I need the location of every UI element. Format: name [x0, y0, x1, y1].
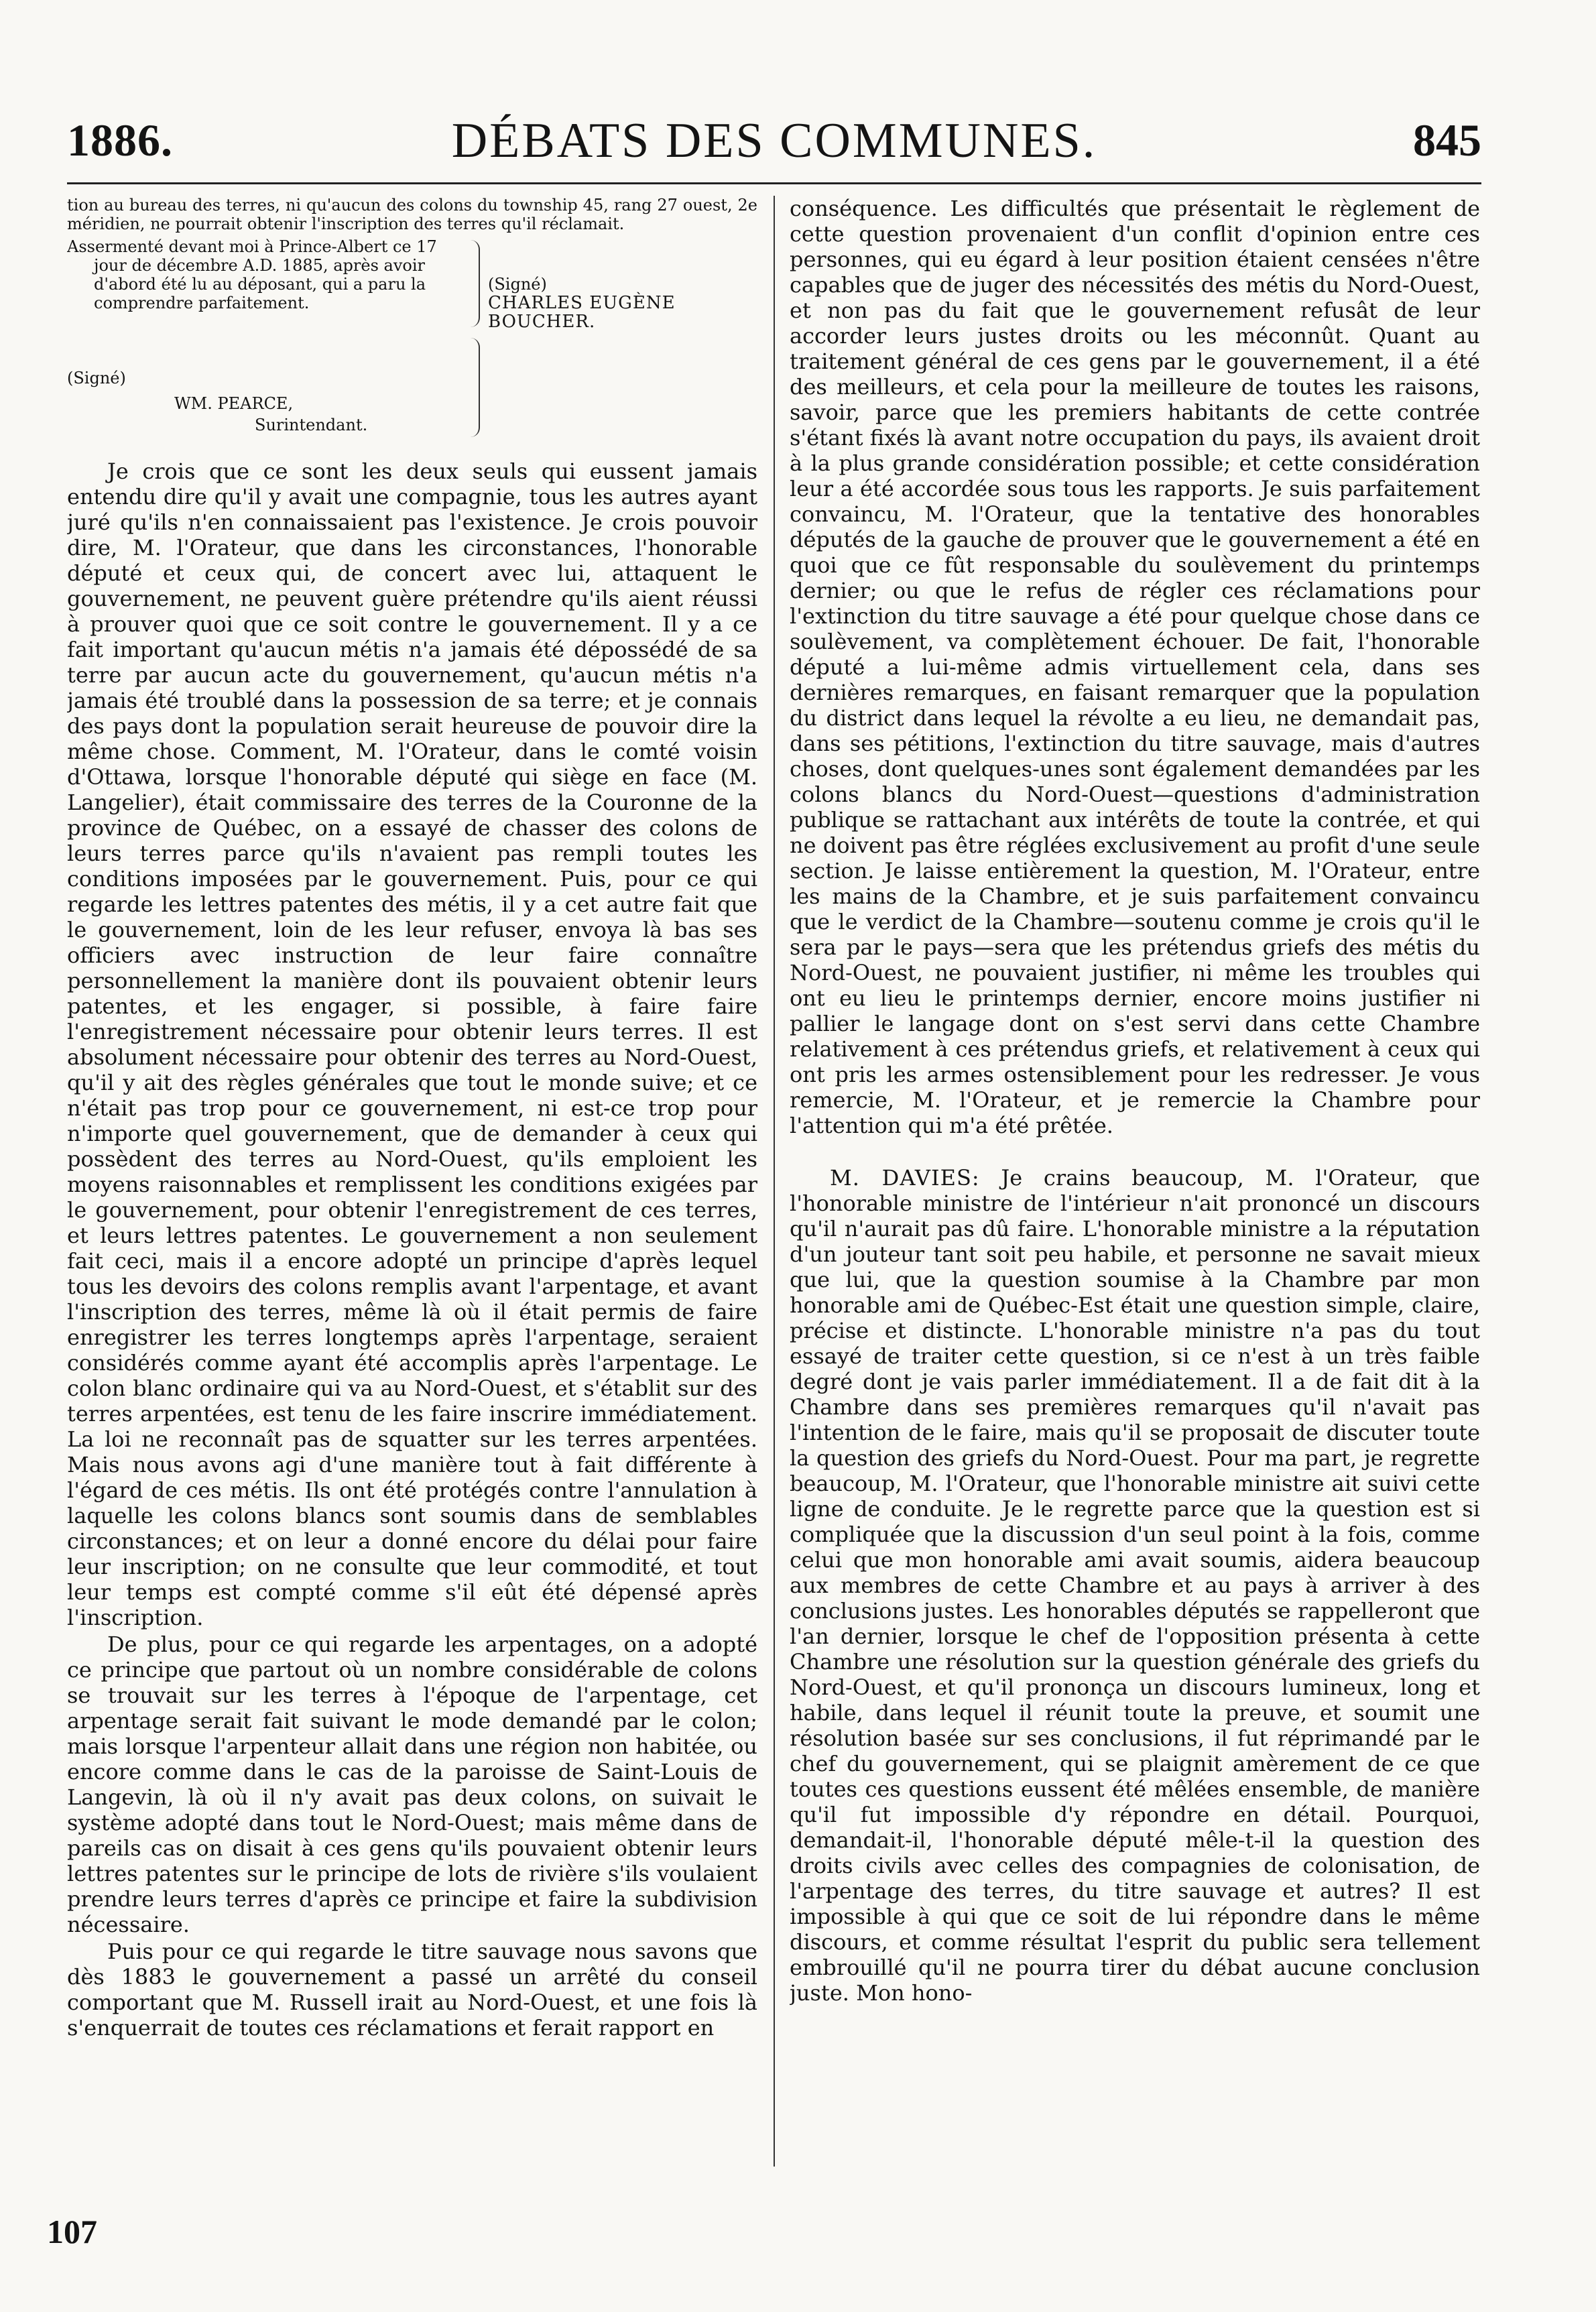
- affidavit-brace-2: [467, 338, 480, 437]
- affidavit-signed-label-2: (Signé): [67, 369, 126, 387]
- header-rule: [67, 182, 1481, 184]
- left-intro-text: tion au bureau des terres, ni qu'aucun des colons du township 45, rang 27 ouest, 2e méridien, ne pourrait obtenir l'inscription des terres qu'il réclamait.: [67, 196, 757, 233]
- header-title: DÉBATS DES COMMUNES.: [451, 113, 1097, 168]
- right-paragraph-1: conséquence. Les difficultés que présentait le règlement de cette question provenaient d'un conflit d'opinion entre ces personnes, qui eu égard à leur position étaient censées n'être capables que de juger des nécessités des métis du Nord-Ouest, et non pas du fait que le gouvernement refusât de leur accorder leurs justes droits ou les méconnût. Quant au traitement général de ces gens par le gouvernement, il a été des meilleurs, et cela pour la meilleure de toutes les raisons, savoir, parce que les premiers habitants de cette contrée s'étant fixés là avant notre occupation du pays, ils avaient droit à la plus grande considération possible; et cette considération leur a été accordée sous tous les rapports. Je suis parfaitement convaincu, M. l'Orateur, que la tentative des honorables députés de la gauche de prouver que le gouvernement a été en quoi que ce fût responsable du soulèvement du printemps dernier; ou que le refus de régler ces réclamations pour l'extinction du titre sauvage a été pour quelque chose dans ce soulèvement, va complètement échouer. De fait, l'honorable député a lui-même admis virtuellement cela, dans ses dernières remarques, en faisant remarquer que la population du district dans lequel la révolte a eu lieu, ne demandait pas, dans ses pétitions, l'extinction du titre sauvage, mais d'autres choses, dont quelques-unes sont également demandées par les colons blancs du Nord-Ouest—questions d'administration publique se rattachant aux intérêts de toute la contrée, et qui ne doivent pas être réglées exclusivement au profit d'une seule section. Je laisse entièrement la question, M. l'Orateur, entre les mains de la Chambre, et je suis parfaitement convaincu que le verdict de la Chambre—soutenu comme je crois qu'il le sera par le pays—sera que les prétendus griefs des métis du Nord-Ouest, ne pouvaient justifier, ni même les troubles qui ont eu lieu le printemps dernier, encore moins justifier ni pallier le langage dont on s'est servi dans cette Chambre relativement à ces prétendus griefs, et relativement à ceux qui ont pris les armes ostensiblement pour les redresser. Je vous remercie, M. l'Orateur, et je remercie la Chambre pour l'attention qui m'a été prêtée.: [790, 196, 1480, 1138]
- affidavit-official-title: Surintendant.: [255, 416, 368, 434]
- affidavit-signed-label: (Signé): [488, 275, 547, 294]
- header-page-number: 845: [1413, 115, 1481, 166]
- speech-text: Je crains beaucoup, M. l'Orateur, que l'honorable ministre de l'intérieur n'ait prononcé un discours qu'il n'aurait pas dû faire. L'honorable ministre a la réputation d'un jouteur tant soit peu habile, et personne ne savait mieux que lui, que la question soumise à la Chambre par mon honorable ami de Québec-Est était une question simple, claire, précise et distincte. L'honorable ministre n'a pas du tout essayé de traiter cette question, si ce n'est à un très faible degré dont je vais parler immédiatement. Il a de fait dit à la Chambre dans ses premières remarques qu'il n'avait pas l'intention de le faire, mais qu'il se proposait de discuter toute la question des griefs du Nord-Ouest. Pour ma part, je regrette beaucoup, M. l'Orateur, que l'honorable ministre ait suivi cette ligne de conduite. Je le regrette parce que la question est si compliquée que la discussion d'un seul point à la fois, comme celui que mon honorable ami avait soumis, aidera beaucoup aux membres de cette Chambre et au pays à arriver à des conclusions justes. Les honorables députés se rappelleront que l'an dernier, lorsque le chef de l'opposition présenta à cette Chambre une résolution sur la question générale des griefs du Nord-Ouest, et qu'il prononça un discours lumineux, long et habile, dans lequel il réunit toute la preuve, et soumit une résolution basée sur ses conclusions, il fut réprimandé par le chef du gouvernement, qui se plaignit amèrement de ce que toutes ces questions eussent été mêlées ensemble, de manière qu'il fut impossible d'y répondre en détail. Pourquoi, demandait-il, l'honorable député mêle-t-il la question des droits civils avec celles des compagnies de colonisation, de l'arpentage des terres, du titre sauvage et autres? Il est impossible à qui que ce soit de lui répondre dans le même discours, et comme résultat l'esprit du public sera tellement embrouillé qu'il ne pourra tirer du débat aucune conclusion juste. Mon hono-: [790, 1165, 1480, 2006]
- header-year: 1886.: [67, 115, 173, 166]
- left-paragraph-3: Puis pour ce qui regarde le titre sauvage nous savons que dès 1883 le gouvernement a passé un arrêté du conseil comportant que M. Russell irait au Nord-Ouest, et une fois là s'enquerrait de toutes ces réclamations et ferait rapport en: [67, 1939, 757, 2041]
- affidavit-brace: [467, 240, 480, 327]
- page: [67, 101, 1481, 2286]
- affidavit-signatory-name: CHARLES EUGÈNE BOUCHER.: [488, 293, 676, 332]
- left-column: [67, 196, 757, 2041]
- affidavit-block: [67, 237, 757, 459]
- right-paragraph-2: [790, 1165, 1480, 2006]
- right-column: [790, 196, 1480, 2006]
- left-paragraph-1: Je crois que ce sont les deux seuls qui eussent jamais entendu dire qu'il y avait une compagnie, tous les autres ayant juré qu'ils n'en connaissaient pas l'existence. Je crois pouvoir dire, M. l'Orateur, que dans les circonstances, l'honorable député et ceux qui, de concert avec lui, attaquent le gouvernement, ne peuvent guère prétendre qu'ils aient réussi à prouver quoi que ce soit contre le gouvernement. Il y a ce fait important qu'aucun métis n'a jamais été dépossédé de sa terre par aucun acte du gouvernement, qu'aucun métis n'a jamais été troublé dans la possession de sa terre; et je connais des pays dont la population serait heureuse de pouvoir dire la même chose. Comment, M. l'Orateur, dans le comté voisin d'Ottawa, lorsque l'honorable député qui siège en face (M. Langelier), était commissaire des terres de la Couronne de la province de Québec, on a essayé de chasser des colons de leurs terres parce qu'ils n'avaient pas rempli toutes les conditions imposées par le gouvernement. Puis, pour ce qui regarde les lettres patentes des métis, il y a cet autre fait que le gouvernement, loin de les leur refuser, envoya là bas ses officiers avec instruction de leur faire connaître personnellement la manière dont ils pouvaient obtenir leurs patentes, et les engager, si possible, à faire faire l'enregistrement nécessaire pour obtenir leurs terres. Il est absolument nécessaire pour obtenir des terres au Nord-Ouest, qu'il y ait des règles générales que tout le monde suive; et ce n'était pas trop pour ce gouvernement, ni est-ce trop pour n'importe quel gouvernement, que de demander à ceux qui possèdent des terres au Nord-Ouest, qu'ils emploient les moyens raisonnables et remplissent les conditions exigées par le gouvernement, pour obtenir l'enregistrement de ces terres, et leurs lettres patentes. Le gouvernement a non seulement fait ceci, mais il a encore adopté un principe d'après lequel tous les devoirs des colons remplis avant l'arpentage, et avant l'inscription des terres, même là où il était permis de faire enregistrer les terres longtemps après l'arpentage, seraient considérés comme ayant été accomplis après l'arpentage. Le colon blanc ordinaire qui va au Nord-Ouest, et s'établit sur des terres arpentées, est tenu de les faire inscrire immédiatement. La loi ne reconnaît pas de squatter sur les terres arpentées. Mais nous avons agi d'une manière tout à fait différente à l'égard de ces métis. Ils ont été protégés contre l'annulation à laquelle les colons blancs sont soumis dans de semblables circonstances; et on leur a donné encore du délai pour faire leur inscription; on ne consulte que leur commodité, et tout leur temps est compté comme s'il eût été dépensé après l'inscription.: [67, 459, 757, 1630]
- left-paragraph-2: De plus, pour ce qui regarde les arpentages, on a adopté ce principe que partout où un nombre considérable de colons se trouvait sur les terres à l'époque de l'arpentage, cet arpentage serait fait suivant le mode demandé par le colon; mais lorsque l'arpenteur allait dans une région non habitée, ou encore comme dans le cas de la paroisse de Saint-Louis de Langevin, là où il n'y avait pas deux colons, on suivait le système adopté dans tout le Nord-Ouest; mais même dans de pareils cas on disait à ces gens qu'ils pouvaient obtenir leurs lettres patentes sur le principe de lots de rivière s'ils voulaient prendre leurs terres d'après ce principe et faire la subdivision nécessaire.: [67, 1632, 757, 1937]
- signature-mark: 107: [47, 2213, 97, 2250]
- affidavit-sworn-text: Assermenté devant moi à Prince-Albert ce 17 jour de décembre A.D. 1885, après avoir d'abord été lu au déposant, qui a paru la comprendre parfaitement.: [67, 237, 437, 312]
- column-divider: [774, 196, 775, 2167]
- running-header: [67, 101, 1481, 174]
- affidavit-official-name: WM. PEARCE,: [174, 394, 294, 413]
- two-column-body: [67, 196, 1481, 2240]
- speaker-name: M. DAVIES:: [830, 1165, 980, 1191]
